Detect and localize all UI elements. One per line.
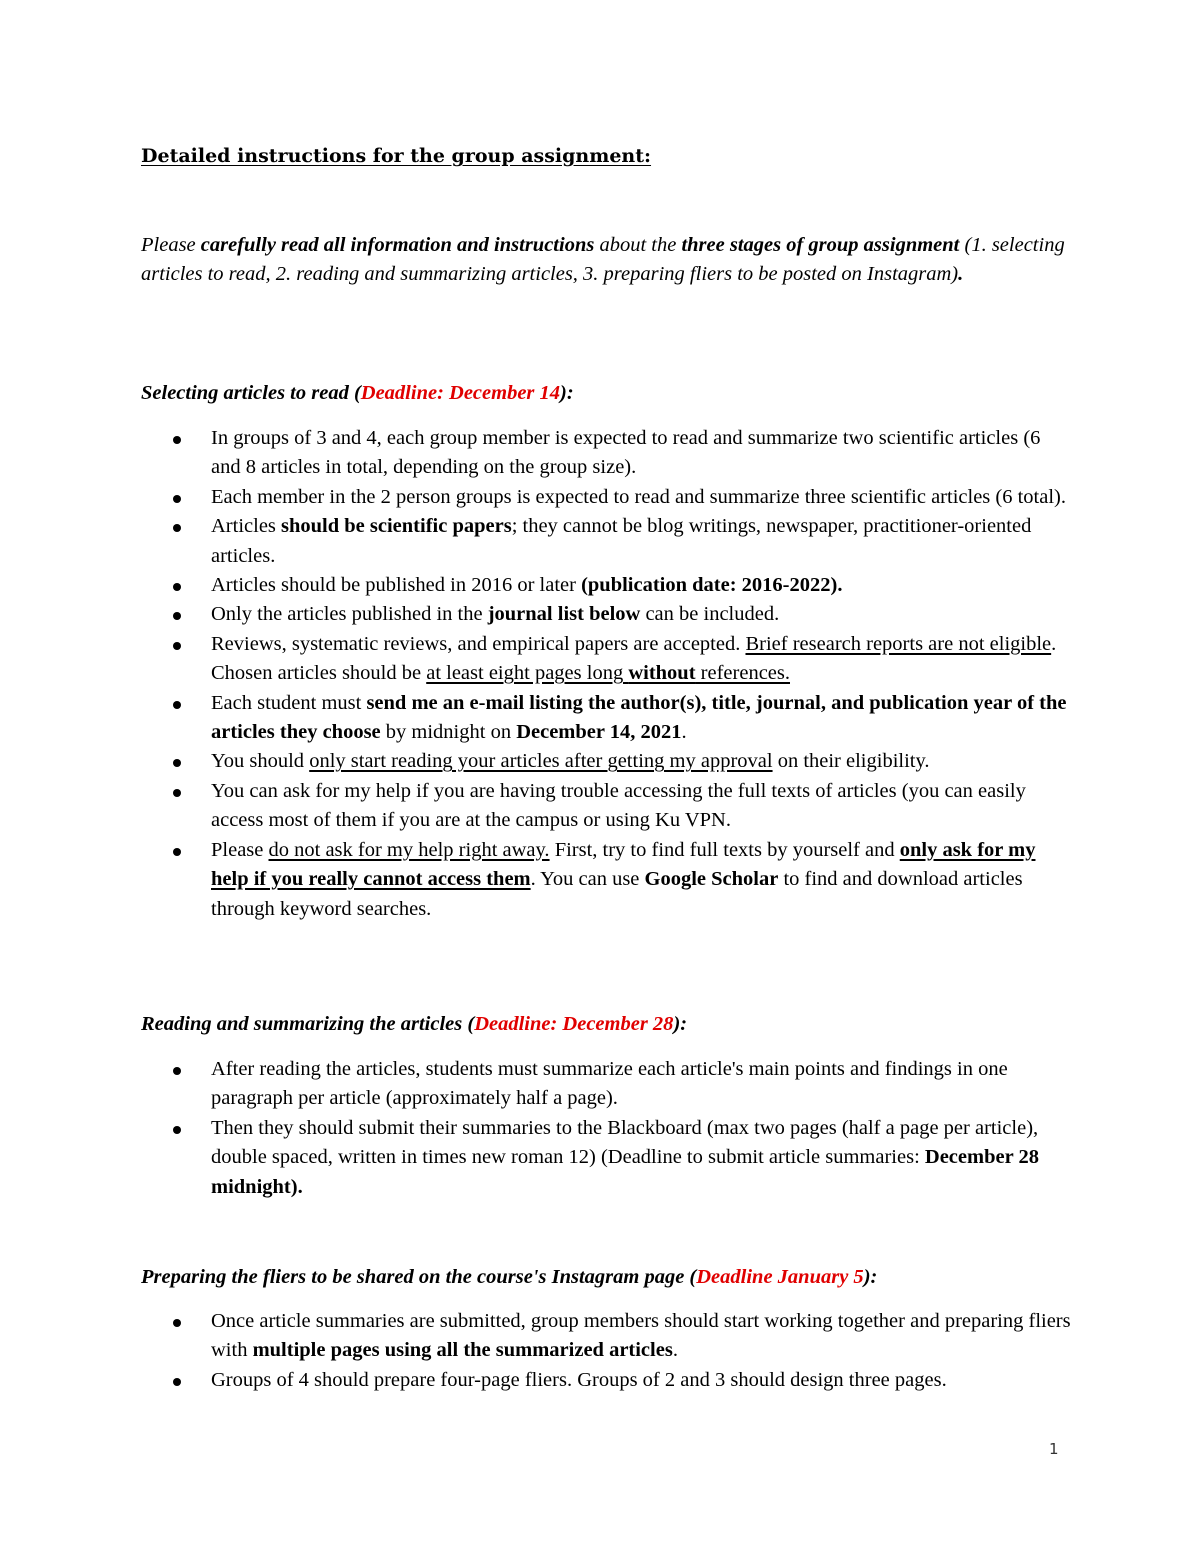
list-item: [211, 1114, 1071, 1202]
intro-paragraph: [141, 231, 1071, 290]
item-text: Only the articles published in the: [211, 603, 488, 626]
list-item: [211, 836, 1071, 924]
section-title-text: ):: [560, 382, 574, 404]
section-title-selecting: [141, 379, 574, 408]
item-bold-underlined-text: only ask for my help if you really cannot access them: [211, 838, 1036, 891]
item-text: Articles: [211, 515, 282, 538]
item-underlined-text: at least eight pages long: [426, 662, 629, 685]
deadline-label: Deadline: December 14: [360, 382, 561, 404]
item-bold-text: multiple pages using all the summarized articles: [252, 1339, 673, 1362]
bullet-icon: [173, 1067, 181, 1075]
item-text: Articles should be published in 2016 or later: [211, 574, 582, 597]
item-bold-text: send me an e-mail listing the author(s), title, journal, and publication year of the articles they choose: [211, 691, 1067, 744]
section-title-text: Preparing the fliers to be shared on the course's Instagram page (: [141, 1266, 697, 1288]
bullet-icon: [173, 759, 181, 767]
page-number: 1: [1049, 1440, 1059, 1458]
list-item: [211, 689, 1071, 748]
item-text: Groups of 4 should prepare four-page fliers. Groups of 2 and 3 should design three pages.: [211, 1368, 947, 1391]
reading-summarizing-list: [211, 1055, 1071, 1202]
item-bold-text: December 28 midnight).: [211, 1146, 1039, 1198]
item-bold-text: should be scientific papers: [281, 515, 512, 538]
item-text: .: [681, 721, 687, 744]
item-bold-text: December 14, 2021: [516, 721, 682, 744]
item-text: . You can use: [530, 868, 645, 891]
item-text: In groups of 3 and 4, each group member is expected to read and summarize two scientific articles (6 and 8 articles in total, depending on the group size).: [211, 427, 1041, 479]
item-text: Then they should submit their summaries to the Blackboard (max two pages (half a page per article), double spaced, written in times new roman 12) (Deadline to submit article summaries:: [211, 1116, 1039, 1169]
section-title-text: ):: [863, 1266, 878, 1288]
item-text: First, try to find full texts by yourself and: [549, 838, 900, 861]
item-text: You should: [211, 750, 310, 773]
section-title-text: ):: [673, 1013, 688, 1035]
list-item: [211, 483, 1071, 512]
bullet-icon: [173, 642, 181, 650]
selecting-articles-list: [211, 424, 1071, 924]
preparing-fliers-list: [211, 1307, 1071, 1395]
bullet-icon: [173, 789, 181, 797]
section-title-text: Selecting articles to read (: [141, 382, 361, 404]
list-item: [211, 1055, 1071, 1114]
item-text: on their eligibility.: [772, 750, 930, 773]
item-text: ; they cannot be blog writings, newspaper, practitioner-oriented articles.: [211, 515, 1032, 567]
list-item: [211, 777, 1071, 836]
section-title-reading: [141, 1010, 687, 1039]
item-text: .: [672, 1339, 678, 1362]
list-item: [211, 1307, 1071, 1366]
item-bold-text: Google Scholar: [644, 868, 779, 891]
item-bold-underlined-text: without: [628, 662, 696, 685]
list-item: [211, 512, 1071, 571]
section-title-text: Reading and summarizing the articles (: [141, 1013, 475, 1035]
item-text: Once article summaries are submitted, group members should start working together and preparing fliers with: [211, 1310, 1071, 1362]
item-text: by midnight on: [380, 721, 517, 744]
bullet-icon: [173, 583, 181, 591]
item-text: to find and download articles through keyword searches.: [211, 868, 1023, 920]
item-underlined-text: do not ask for my help right away.: [268, 838, 550, 861]
bullet-icon: [173, 848, 181, 856]
intro-period: .: [958, 263, 964, 286]
item-text: Please: [211, 838, 269, 861]
bullet-icon: [173, 612, 181, 620]
list-item: [211, 600, 1071, 629]
list-item: [211, 424, 1071, 483]
list-item: [211, 747, 1071, 776]
deadline-label: Deadline January 5: [696, 1266, 864, 1288]
item-underlined-text: references.: [695, 662, 790, 685]
bullet-icon: [173, 524, 181, 532]
bullet-icon: [173, 1378, 181, 1386]
item-text: Each member in the 2 person groups is expected to read and summarize three scientific articles (6 total).: [211, 485, 1066, 508]
bullet-icon: [173, 701, 181, 709]
item-underlined-text: only start reading your articles after getting my approval: [309, 750, 773, 773]
bullet-icon: [173, 1319, 181, 1327]
document-heading: Detailed instructions for the group assignment:: [141, 145, 652, 167]
bullet-icon: [173, 495, 181, 503]
intro-bold-read-carefully: carefully read all information and instructions: [200, 234, 595, 256]
list-item: [211, 571, 1071, 600]
bullet-icon: [173, 1126, 181, 1134]
item-bold-text: journal list below: [487, 603, 641, 626]
item-text: can be included.: [640, 603, 780, 626]
item-text: You can ask for my help if you are having trouble accessing the full texts of articles (you can easily access most of them if you are at the campus or using Ku VPN.: [211, 779, 1026, 832]
item-text: Each student must: [211, 691, 367, 714]
item-underlined-text: Brief research reports are not eligible: [745, 632, 1052, 655]
intro-bold-three-stages: three stages of group assignment: [681, 234, 960, 256]
item-text: . Chosen articles should be: [211, 632, 1057, 685]
intro-text: Please: [141, 234, 201, 256]
item-bold-text: (publication date: 2016-2022).: [581, 574, 843, 597]
deadline-label: Deadline: December 28: [474, 1013, 674, 1035]
intro-text: about the: [594, 234, 682, 256]
bullet-icon: [173, 436, 181, 444]
item-text: Reviews, systematic reviews, and empirical papers are accepted.: [211, 632, 746, 655]
section-title-fliers: [141, 1263, 877, 1292]
list-item: [211, 1366, 1071, 1395]
item-text: After reading the articles, students must summarize each article's main points and findings in one paragraph per article (approximately half a page).: [211, 1058, 1008, 1110]
intro-stages-list: (1. selecting articles to read, 2. reading and summarizing articles, 3. preparing fliers to be posted on Instagram): [141, 234, 1065, 286]
list-item: [211, 630, 1071, 689]
